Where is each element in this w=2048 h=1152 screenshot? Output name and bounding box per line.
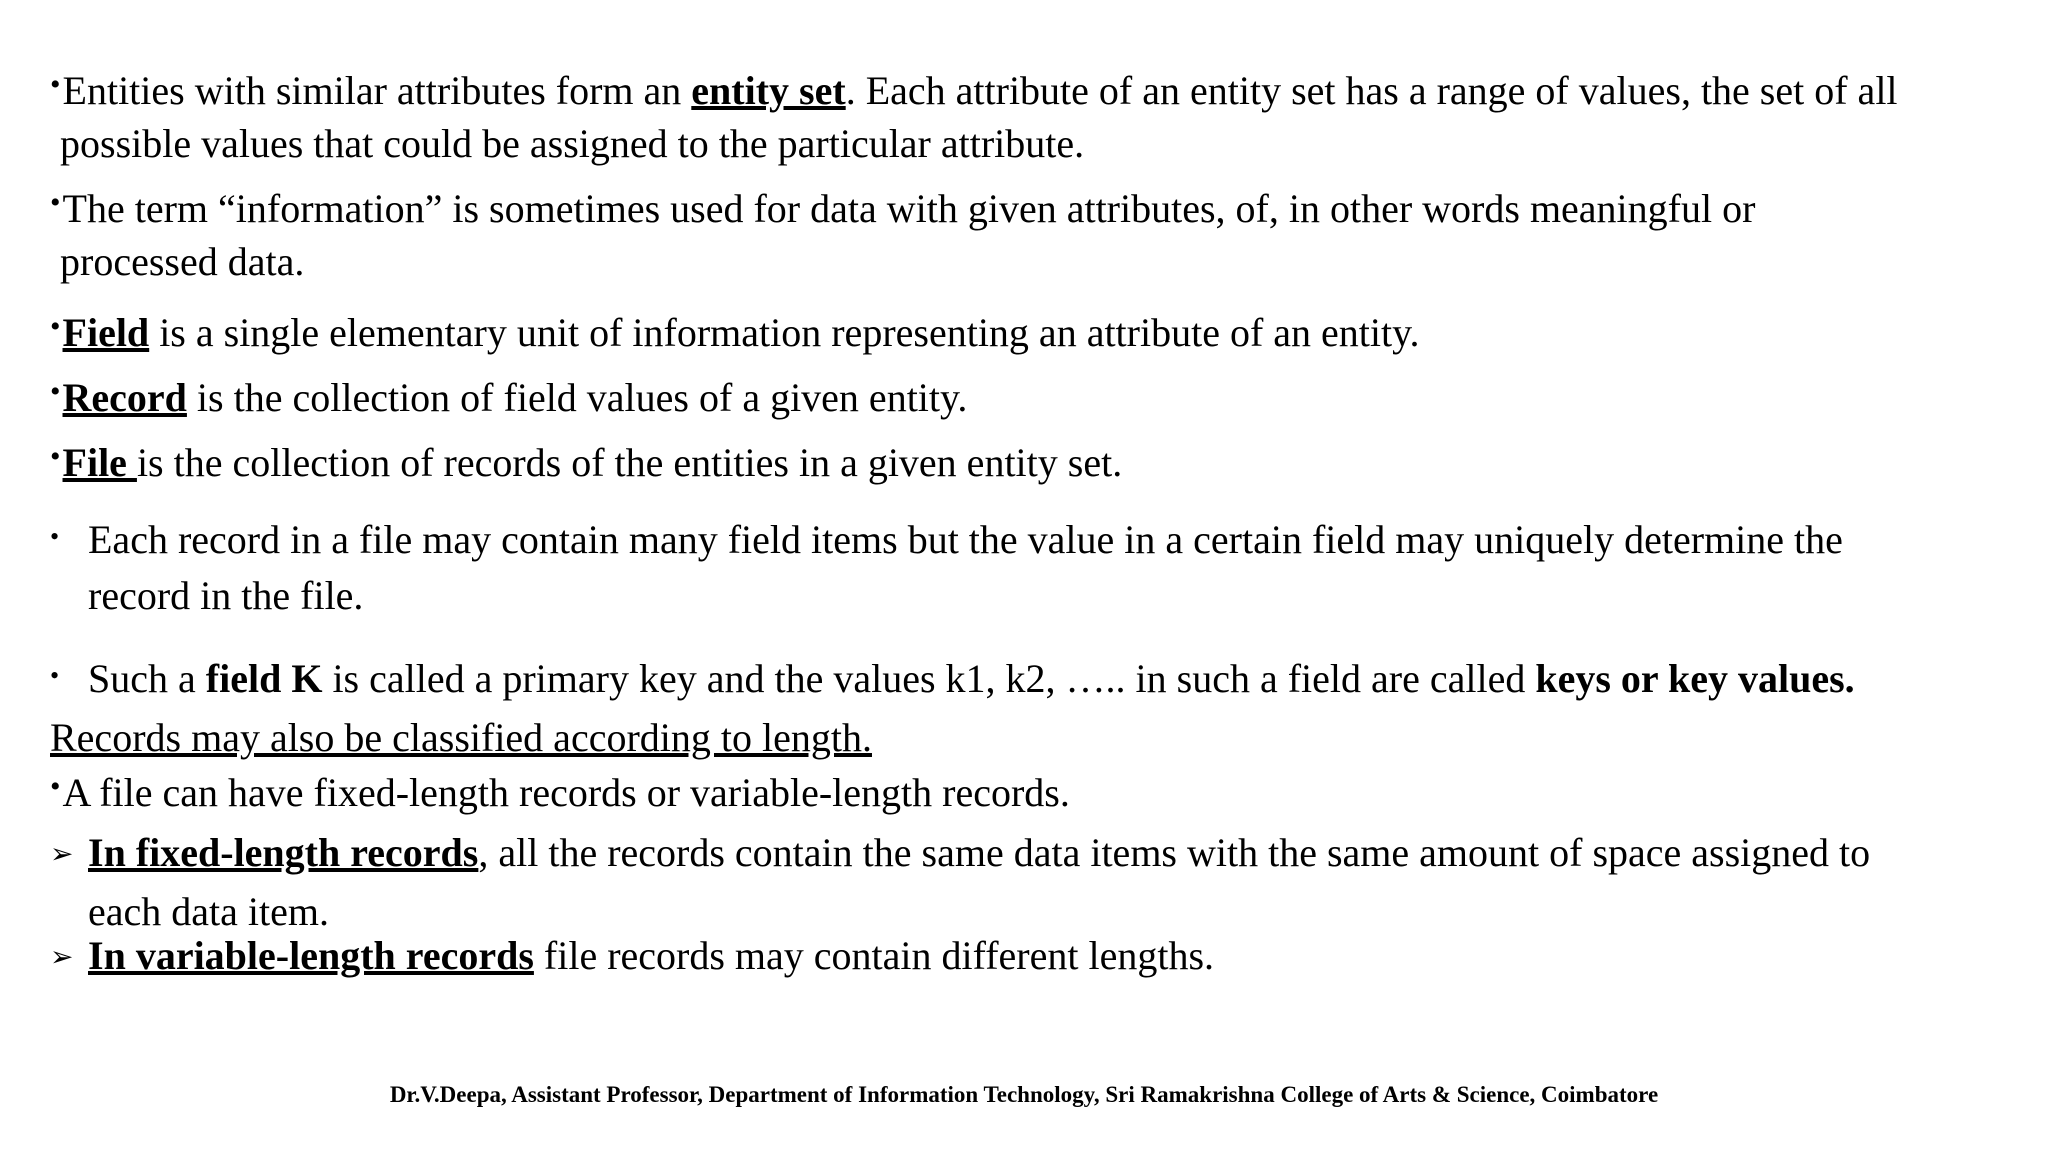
term-file: File	[62, 440, 137, 485]
bullet-icon: •	[50, 661, 60, 690]
footer-credit: Dr.V.Deepa, Assistant Professor, Department of Information Technology, Sri Ramakrishna College of Arts & Science, Coimbatore	[389, 1082, 1659, 1107]
bullet-icon: •	[50, 310, 61, 343]
bullet-icon: •	[50, 522, 60, 551]
bullet-field	[50, 297, 1420, 363]
term-record: Record	[62, 375, 187, 420]
point-text: Such a	[88, 656, 206, 701]
term-field: Field	[62, 310, 150, 355]
arrow-bullet-icon: ➢	[50, 839, 74, 870]
point-text: is called a primary key and the values k1, k2, ….. in such a field are called	[322, 656, 1536, 701]
bullet-text: is the collection of records of the entities in a given entity set.	[136, 440, 1123, 485]
bullet-text: Entities with similar attributes form an	[62, 68, 692, 113]
bullet-record-types	[50, 757, 1070, 823]
point-continuation: record in the file.	[88, 573, 364, 618]
point-field-items	[50, 507, 1843, 570]
item-variable-length	[50, 926, 1214, 988]
item-continuation: each data item.	[88, 889, 329, 934]
point-text: Each record in a file may contain many field items but the value in a certain field may uniquely determine the	[88, 517, 1843, 562]
bullet-icon: •	[50, 186, 61, 219]
bullet-icon: •	[50, 440, 61, 473]
bullet-icon: •	[50, 68, 61, 101]
bullet-text: is a single elementary unit of information representing an attribute of an entity.	[149, 310, 1420, 355]
bullet-continuation: processed data.	[60, 239, 305, 284]
bullet-file	[50, 427, 1122, 493]
bullet-information	[50, 173, 1755, 239]
point-primary-key	[50, 646, 1855, 709]
term-field-k: field K	[205, 656, 323, 701]
item-text: , all the records contain the same data items with the same amount of space assigned to	[478, 830, 1871, 875]
bullet-text: A file can have fixed-length records or variable-length records.	[62, 770, 1070, 815]
bullet-text: The term “information” is sometimes used for data with given attributes, of, in other words meaningful or	[62, 186, 1756, 231]
bullet-icon: •	[50, 770, 61, 803]
bullet-text: is the collection of field values of a given entity.	[186, 375, 968, 420]
bullet-record	[50, 362, 967, 428]
item-text: file records may contain different lengths.	[533, 933, 1215, 978]
bullet-entity-set	[50, 55, 1898, 121]
term-entity-set: entity set	[691, 68, 846, 113]
arrow-bullet-icon: ➢	[50, 942, 74, 973]
bullet-text: . Each attribute of an entity set has a range of values, the set of all	[845, 68, 1898, 113]
bullet-icon: •	[50, 375, 61, 408]
term-fixed-length: In fixed-length records	[88, 830, 479, 875]
term-key-values: keys or key values.	[1535, 656, 1855, 701]
term-variable-length: In variable-length records	[88, 933, 534, 978]
heading-text: Records may also be classified according to length.	[50, 715, 872, 760]
item-fixed-length	[50, 823, 1870, 885]
bullet-continuation: possible values that could be assigned to the particular attribute.	[60, 121, 1085, 166]
